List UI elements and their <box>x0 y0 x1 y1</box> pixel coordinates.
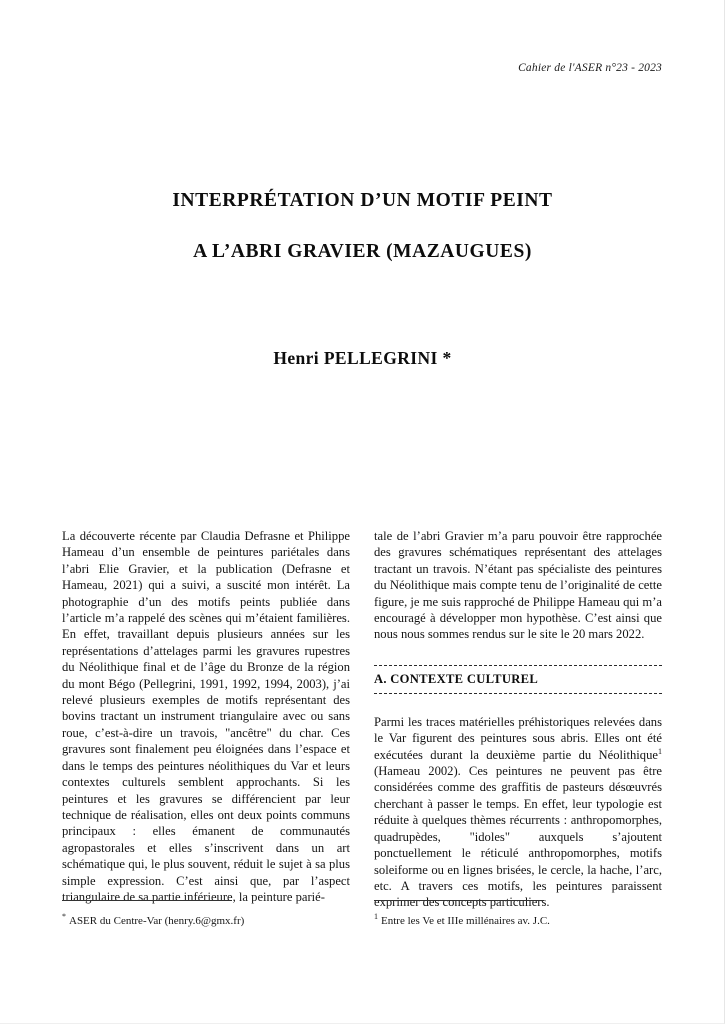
right-footnote <box>374 914 662 928</box>
page-title-line-1: INTERPRÉTATION D’UN MOTIF PEINT <box>172 190 553 211</box>
left-footnote-marker: * <box>62 912 66 922</box>
paragraph-2-text-after-note: (Hameau 2002). Ces peintures ne peuvent pas être considérées comme des graffitis de pasteurs désœuvrés cherchant à passer le temps. En effet, leur typologie est réduite à quelques thèmes récurrents : anthropomorphes, quadrupèdes, "idoles" auxquels s’ajoutent ponctuellement le réticulé anthropomorphes, motifs soleiforme ou en lignes brisées, le cercle, la hache, l’arc, etc. A travers ces motifs, les peintures paraissent exprimer des concepts particuliers. <box>374 764 662 910</box>
right-column-paragraph-1: tale de l’abri Gravier m’a paru pouvoir être rapprochée des gravures schématiques représentant des attelages tractant un travois. N’étant pas spécialiste des peintures du Néolithique mais compte tenu de l’originalité de cette figure, je me suis rapproché de Philippe Hameau qui m’a encouragé à développer mon hypothèse. C’est ainsi que nous nous sommes rendus sur le site le 20 mars 2022. <box>374 529 662 642</box>
page-title-line-2: A L’ABRI GRAVIER (MAZAUGUES) <box>193 241 532 263</box>
right-footnote-marker: 1 <box>374 912 378 922</box>
left-column <box>62 528 350 928</box>
left-footnote-text: ASER du Centre-Var (henry.6@gmx.fr) <box>69 915 245 927</box>
right-footnote-block <box>374 900 662 928</box>
right-column <box>374 528 662 928</box>
right-column-paragraph-2 <box>374 714 662 911</box>
paragraph-2-text-before-note: Parmi les traces matérielles préhistoriques relevées dans le Var figurent des peintures sous abris. Elles ont été exécutées durant la deuxième partie du Néolithique <box>374 714 662 762</box>
left-footnote-block <box>62 900 350 928</box>
footnotes-area <box>62 900 662 928</box>
body-columns <box>62 528 662 928</box>
section-heading-block <box>374 665 662 694</box>
author-name: Henri PELLEGRINI * <box>273 348 452 368</box>
running-head: Cahier de l'ASER n°23 - 2023 <box>518 62 662 74</box>
left-footnote-rule <box>62 900 232 901</box>
section-title: A. CONTEXTE CULTUREL <box>374 671 539 686</box>
title-block <box>0 190 725 264</box>
section-rule-bottom <box>374 693 662 694</box>
section-rule-top <box>374 665 662 666</box>
footnote-reference-marker[interactable]: 1 <box>658 746 662 756</box>
left-footnote <box>62 914 350 928</box>
left-column-paragraph-1: La découverte récente par Claudia Defrasne et Philippe Hameau d’un ensemble de peintures pariétales dans l’abri Elie Gravier, et la publication (Defrasne et Hameau, 2021) qui a suivi, a suscité mon intérêt. La photographie d’un des motifs peints publiée dans l’article m’a rappelé des scènes qui m’étaient familières. En effet, travaillant depuis plusieurs années sur les représentations d’attelages parmi les gravures rupestres du Néolithique final et de l’âge du Bronze de la région du mont Bégo (Pellegrini, 1991, 1992, 1994, 2003), j’ai relevé plusieurs exemples de motifs représentant des bovins tractant un instrument triangulaire avec ou sans roue, c’est-à-dire un travois, "ancêtre" du char. Ces gravures sont finalement peu éloignées dans l’espace et dans le temps des peintures néolithiques du Var et leurs contextes culturels semblent approchants. Si les peintures et les gravures se différencient par leur technique de réalisation, elles ont deux points communs principaux : elles émanent de communautés agropastorales et elles s’inscrivent dans un art schématique qui, le plus souvent, réduit le sujet à sa plus simple expression. C’est ainsi que, par l’aspect triangulaire de sa partie inférieure, la peinture parié- <box>62 529 350 904</box>
right-footnote-text: Entre les Ve et IIIe millénaires av. J.C. <box>381 915 550 927</box>
right-footnote-rule <box>374 900 544 901</box>
